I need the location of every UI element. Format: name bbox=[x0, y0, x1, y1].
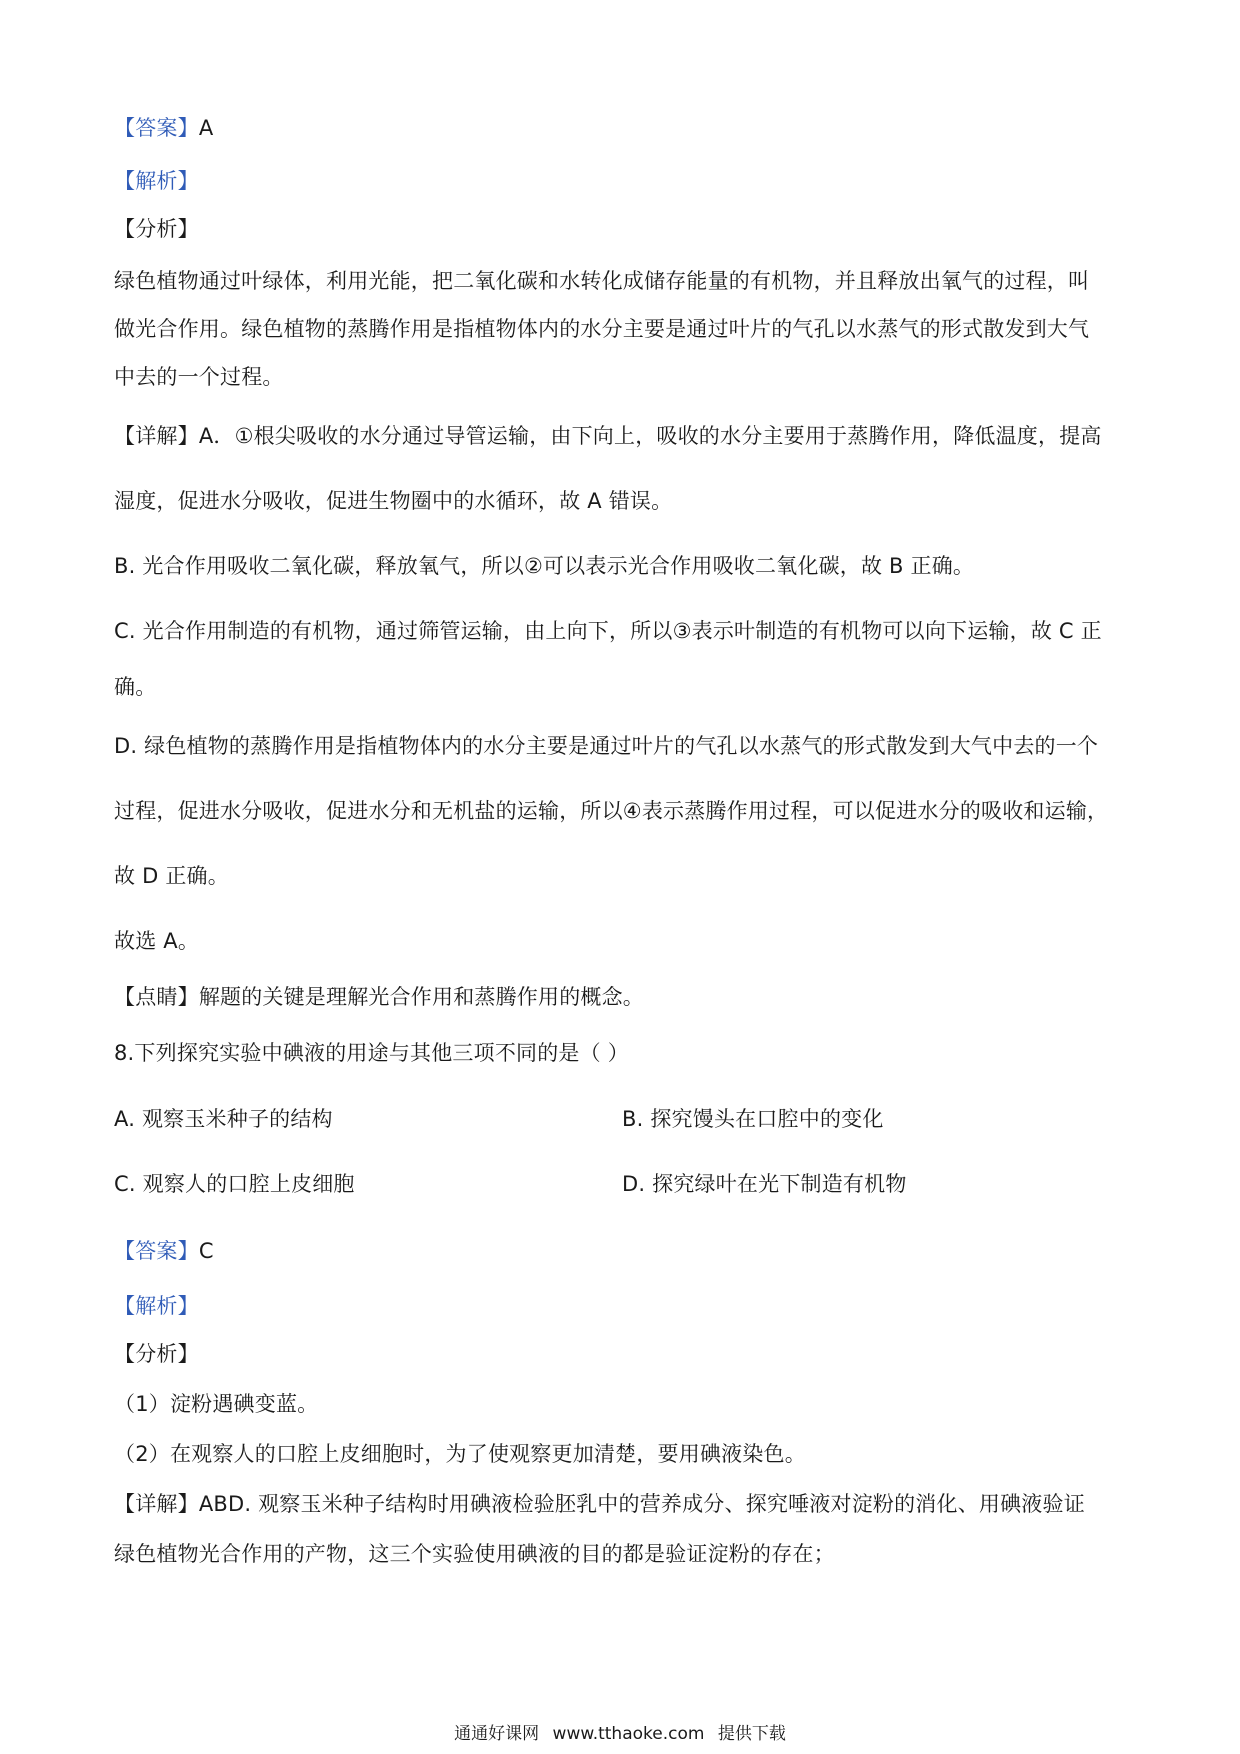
q8-analysis-tag: 【解析】 bbox=[114, 1294, 199, 1318]
q7-detail-line-8: 故 D 正确。 bbox=[114, 864, 229, 888]
q8-option-a: A. 观察玉米种子的结构 bbox=[114, 1107, 333, 1131]
q7-detail-tag: 【详解】 bbox=[114, 424, 199, 448]
q8-option-b: B. 探究馒头在口腔中的变化 bbox=[622, 1107, 884, 1131]
q7-fenxi-line-1: 绿色植物通过叶绿体，利用光能，把二氧化碳和水转化成储存能量的有机物，并且释放出氧气的过程，叫 bbox=[114, 269, 1090, 293]
q7-answer-value: A bbox=[198, 116, 214, 140]
q7-fenxi-tag: 【分析】 bbox=[114, 217, 199, 241]
q7-answer-tag: 【答案】 bbox=[114, 116, 199, 140]
q8-detail-line-1 bbox=[114, 1489, 1134, 1519]
q8-option-d: D. 探究绿叶在光下制造有机物 bbox=[622, 1172, 907, 1196]
q8-answer-line bbox=[114, 1236, 1134, 1266]
q7-detail-text-1: A．①根尖吸收的水分通过导管运输，由下向上，吸收的水分主要用于蒸腾作用，降低温度，提高 bbox=[198, 424, 1102, 448]
q7-fenxi-line-3: 中去的一个过程。 bbox=[114, 365, 284, 389]
q7-detail-line-4: C. 光合作用制造的有机物，通过筛管运输，由上向下，所以③表示叶制造的有机物可以向下运输，故 C 正 bbox=[114, 619, 1102, 643]
page-footer bbox=[0, 1722, 1240, 1746]
q7-answer-line bbox=[114, 113, 1134, 143]
q7-analysis-tag: 【解析】 bbox=[114, 169, 199, 193]
q7-dianjing-text: 解题的关键是理解光合作用和蒸腾作用的概念。 bbox=[198, 985, 645, 1009]
q7-detail-line-2: 湿度，促进水分吸收，促进生物圈中的水循环，故 A 错误。 bbox=[114, 489, 673, 513]
footer-site-name: 通通好课网 bbox=[454, 1724, 540, 1744]
q7-detail-line-3: B. 光合作用吸收二氧化碳，释放氧气，所以②可以表示光合作用吸收二氧化碳，故 B 正确。 bbox=[114, 554, 975, 578]
q7-dianjing-line bbox=[114, 982, 1134, 1012]
q7-dianjing-tag: 【点睛】 bbox=[114, 985, 199, 1009]
q7-detail-line-7: 过程，促进水分吸收，促进水分和无机盐的运输，所以④表示蒸腾作用过程，可以促进水分的吸收和运输， bbox=[114, 799, 1109, 823]
q8-detail-line-2: 绿色植物光合作用的产物，这三个实验使用碘液的目的都是验证淀粉的存在； bbox=[114, 1542, 835, 1566]
q8-fenxi-tag: 【分析】 bbox=[114, 1342, 199, 1366]
q8-option-c: C. 观察人的口腔上皮细胞 bbox=[114, 1172, 355, 1196]
footer-suffix: 提供下载 bbox=[717, 1724, 786, 1744]
q8-detail-text-1: ABD. 观察玉米种子结构时用碘液检验胚乳中的营养成分、探究唾液对淀粉的消化、用碘液验证 bbox=[198, 1492, 1085, 1516]
q8-answer-tag: 【答案】 bbox=[114, 1239, 199, 1263]
q7-fenxi-line-2: 做光合作用。绿色植物的蒸腾作用是指植物体内的水分主要是通过叶片的气孔以水蒸气的形式散发到大气 bbox=[114, 317, 1090, 341]
footer-url[interactable]: www.tthaoke.com bbox=[552, 1724, 705, 1744]
q8-question: 8.下列探究实验中碘液的用途与其他三项不同的是（ ） bbox=[114, 1041, 629, 1065]
q7-detail-line-9: 故选 A。 bbox=[114, 929, 200, 953]
q7-detail-line-6: D. 绿色植物的蒸腾作用是指植物体内的水分主要是通过叶片的气孔以水蒸气的形式散发到大气中去的一个 bbox=[114, 734, 1099, 758]
q8-fenxi-line-2: （2）在观察人的口腔上皮细胞时，为了使观察更加清楚，要用碘液染色。 bbox=[114, 1442, 806, 1466]
q7-detail-line-1 bbox=[114, 421, 1134, 451]
q8-answer-value: C bbox=[198, 1239, 214, 1263]
q8-detail-tag: 【详解】 bbox=[114, 1492, 199, 1516]
q8-fenxi-line-1: （1）淀粉遇碘变蓝。 bbox=[114, 1392, 319, 1416]
q7-detail-line-5: 确。 bbox=[114, 675, 157, 699]
